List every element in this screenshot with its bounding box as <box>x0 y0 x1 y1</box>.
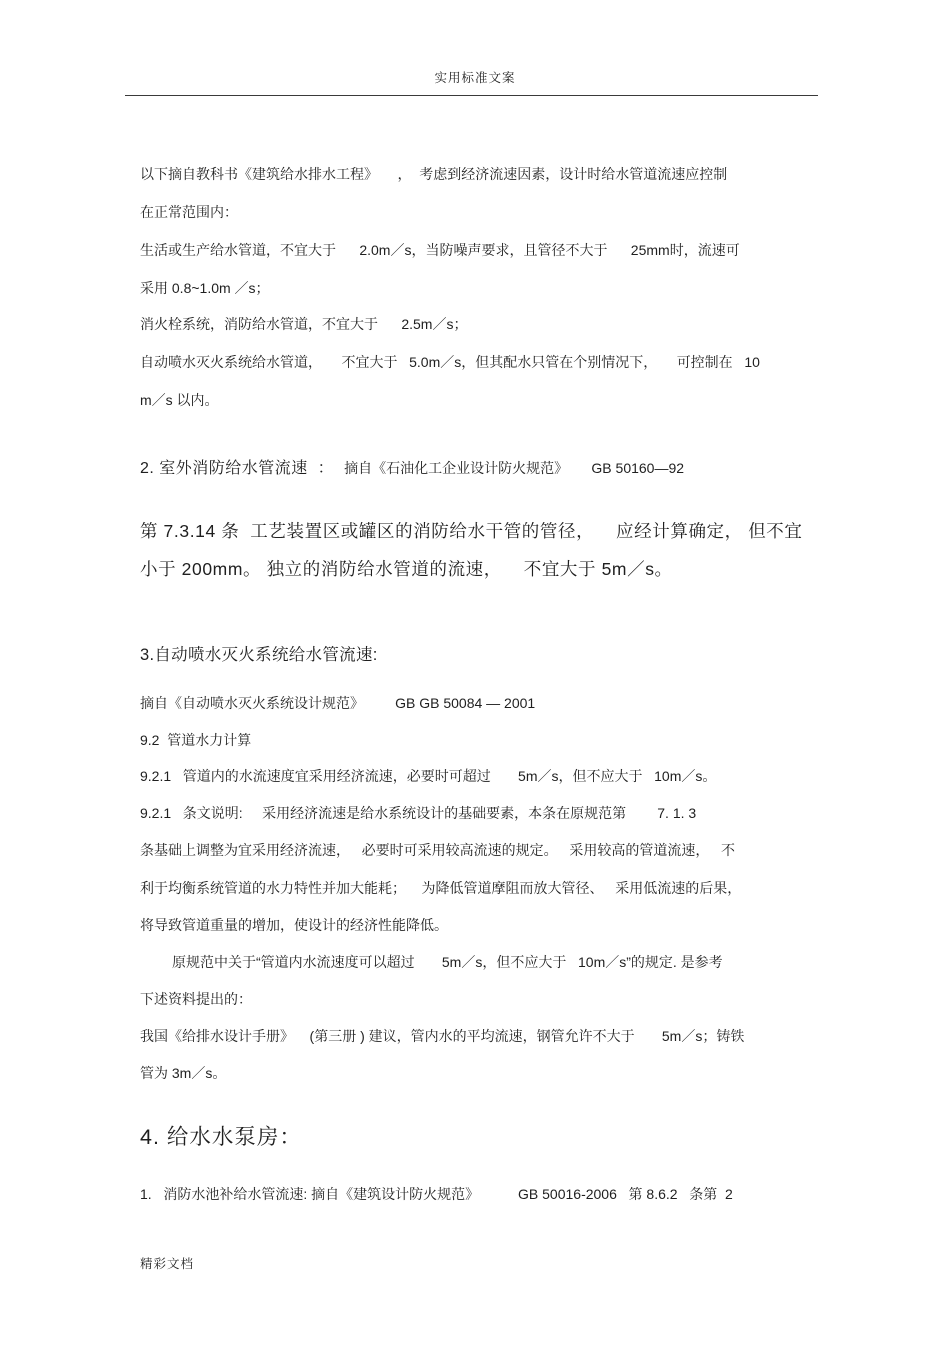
paragraph-line: 我国《给排水设计手册》 (第三册 ) 建议，管内水的平均流速，钢管允许不大于 5m／s；铸铁 <box>140 1028 745 1044</box>
section-4-heading: 4. 给水水泵房： <box>140 1125 302 1149</box>
section-2-heading <box>140 459 820 479</box>
paragraph-line: 自动喷水灭火系统给水管道， 不宜大于 5.0m／s，但其配水只管在个别情况下， 可控制在 10 <box>140 354 760 370</box>
paragraph-line: 摘自《自动喷水灭火系统设计规范》 GB GB 50084 — 2001 <box>140 695 536 711</box>
paragraph-line: 9.2.1 管道内的水流速度宜采用经济流速，必要时可超过 5m／s，但不应大于 10m／s。 <box>140 768 717 784</box>
paragraph-line: 生活或生产给水管道，不宜大于 2.0m／s，当防噪声要求，且管径不大于 25mm时，流速可 <box>140 242 740 258</box>
paragraph-line: 小于 200mm。 独立的消防给水管道的流速， 不宜大于 5m／s。 <box>140 559 673 579</box>
paragraph-line: 在正常范围内： <box>140 204 238 220</box>
paragraph-line: 采用 0.8~1.0m ／s； <box>140 280 270 296</box>
paragraph-line: 消火栓系统，消防给水管道，不宜大于 2.5m／s； <box>140 316 468 332</box>
section-2-heading-main: 2. 室外消防给水管流速 ： <box>140 460 345 477</box>
paragraph-line: 以下摘自教科书《建筑给水排水工程》 ， 考虑到经济流速因素，设计时给水管道流速应控制 <box>140 166 728 182</box>
paragraph-line: 原规范中关于“管道内水流速度可以超过 5m／s，但不应大于 10m／s”的规定. 是参考 <box>172 954 723 970</box>
paragraph-line: 管为 3m／s。 <box>140 1065 227 1081</box>
paragraph-line: 将导致管道重量的增加，使设计的经济性能降低。 <box>140 917 448 933</box>
paragraph-line: 9.2.1 条文说明: 采用经济流速是给水系统设计的基础要素，本条在原规范第 7. 1. 3 <box>140 805 697 821</box>
paragraph-line: 利于均衡系统管道的水力特性并加大能耗； 为降低管道摩阻而放大管径、 采用低流速的后果， <box>140 880 742 896</box>
paragraph-line: 9.2 管道水力计算 <box>140 732 252 748</box>
header-rule <box>125 95 818 96</box>
section-2-heading-ref: 摘自《石油化工企业设计防火规范》 GB 50160—92 <box>344 460 685 476</box>
section-3-heading: 3.自动喷水灭火系统给水管流速: <box>140 646 378 664</box>
paragraph-line: 1. 消防水池补给水管流速: 摘自《建筑设计防火规范》 GB 50016-2006 第 8.6.2 条第 2 <box>140 1186 733 1202</box>
paragraph-line: 第 7.3.14 条 工艺装置区或罐区的消防给水干管的管径， 应经计算确定， 但不宜 <box>140 521 803 541</box>
paragraph-line: 下述资料提出的： <box>140 991 252 1007</box>
page-header-title: 实用标准文案 <box>434 71 516 85</box>
paragraph-line: m／s 以内。 <box>140 392 219 408</box>
paragraph-line: 条基础上调整为宜采用经济流速， 必要时可采用较高流速的规定。 采用较高的管道流速， 不 <box>140 842 736 858</box>
page-footer-label: 精彩文档 <box>140 1257 195 1271</box>
